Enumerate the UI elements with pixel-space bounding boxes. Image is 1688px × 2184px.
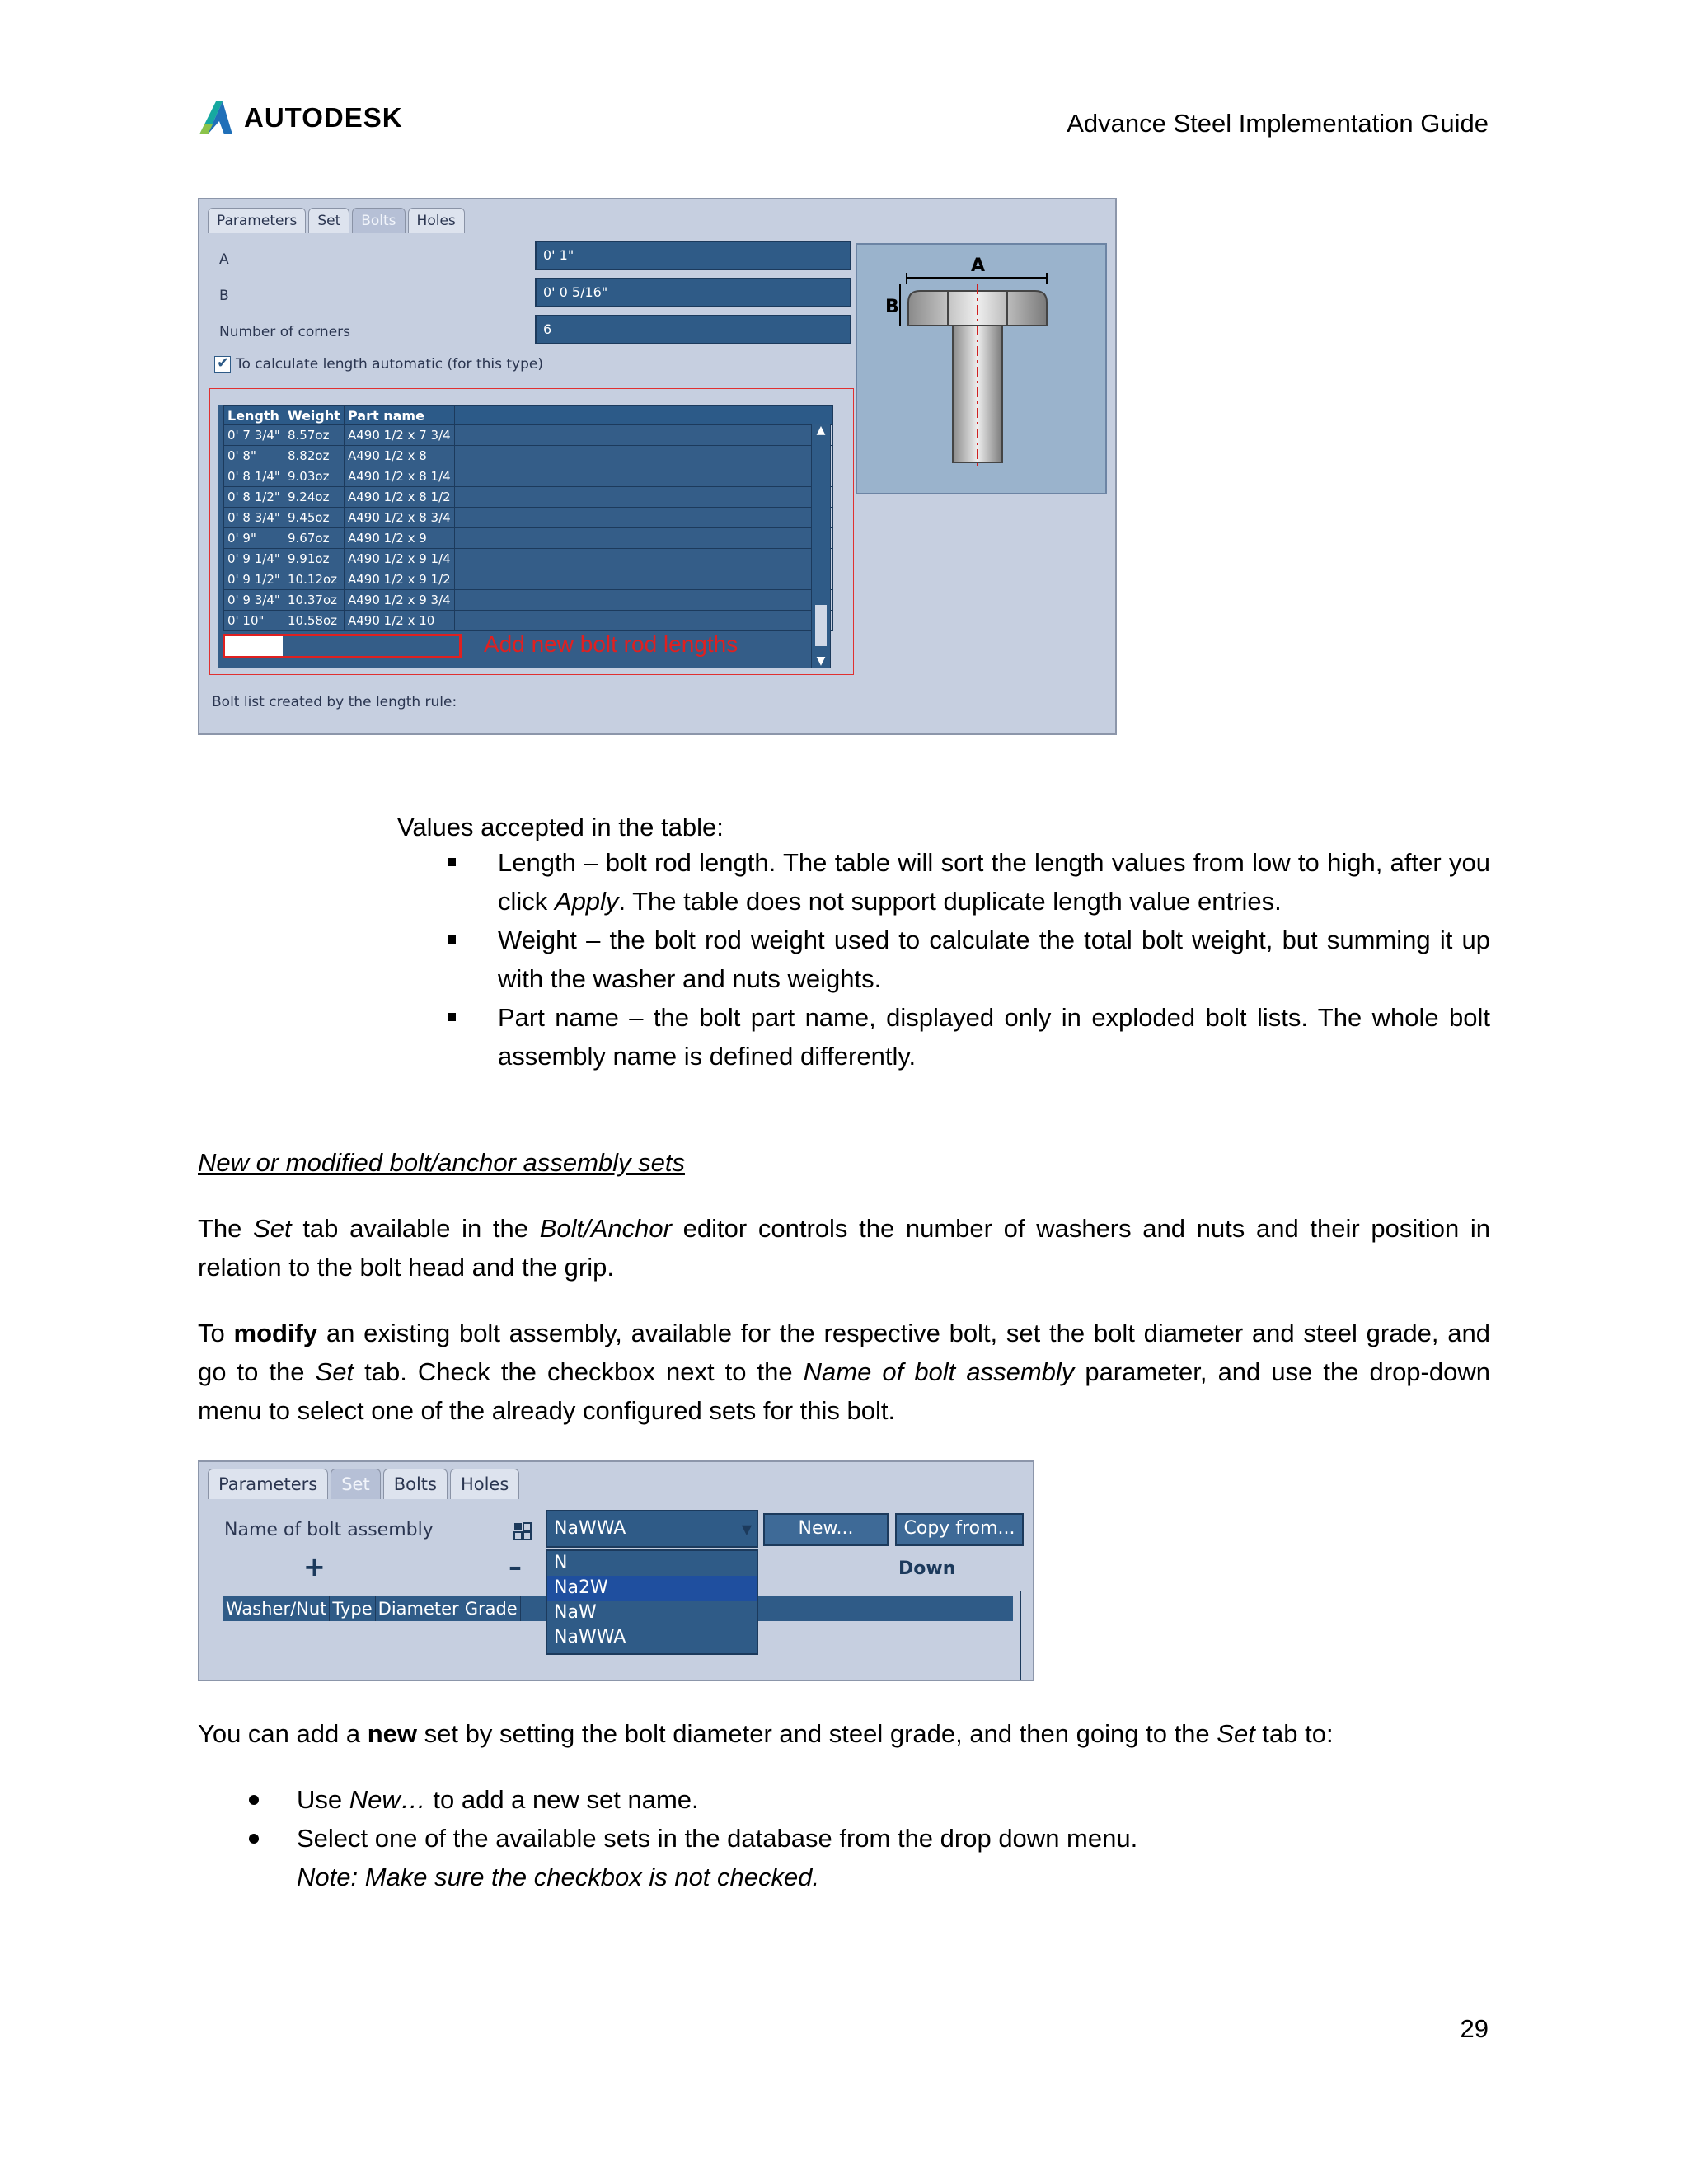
table-cell[interactable]: A490 1/2 x 7 3/4 (345, 425, 455, 446)
table-cell[interactable]: A490 1/2 x 9 1/4 (345, 549, 455, 569)
table-cell[interactable]: 9.67oz (284, 528, 345, 549)
table-cell-spacer (454, 487, 832, 508)
col-grade[interactable]: Grade (462, 1596, 521, 1621)
corners-input[interactable]: 6 (535, 315, 851, 344)
field-a-input[interactable]: 0' 1" (535, 241, 851, 270)
tab-set[interactable]: Set (331, 1469, 380, 1499)
col-part-name[interactable]: Part name (345, 406, 455, 425)
add-icon[interactable]: + (303, 1551, 326, 1582)
table-cell[interactable]: 0' 8" (224, 446, 284, 466)
table-cell[interactable]: A490 1/2 x 8 3/4 (345, 508, 455, 528)
table-cell[interactable]: 9.45oz (284, 508, 345, 528)
table-cell[interactable]: 0' 9 1/4" (224, 549, 284, 569)
col-length[interactable]: Length (224, 406, 284, 425)
add-lengths-annotation: Add new bolt rod lengths (484, 631, 738, 657)
dropdown-option[interactable]: N (554, 1553, 568, 1573)
scroll-up-icon[interactable]: ▲ (816, 424, 826, 437)
dim-b-label: B (885, 297, 899, 317)
assembly-select[interactable]: NaWWA ▼ (546, 1510, 758, 1548)
values-list (445, 843, 1490, 1076)
assembly-name-label: Name of bolt assembly (224, 1520, 434, 1540)
col-diameter[interactable]: Diameter (376, 1596, 462, 1621)
table-row[interactable] (224, 590, 833, 611)
tab-bar (208, 1469, 519, 1500)
table-cell-spacer (454, 549, 832, 569)
section-heading: New or modified bolt/anchor assembly sets (198, 1148, 685, 1177)
table-row[interactable] (224, 528, 833, 549)
table-cell[interactable]: 9.91oz (284, 549, 345, 569)
auto-length-checkbox-row[interactable] (214, 356, 543, 373)
table-cell[interactable]: 8.82oz (284, 446, 345, 466)
auto-length-checkbox[interactable] (214, 356, 231, 373)
dim-a-label: A (971, 255, 986, 276)
tab-parameters[interactable]: Parameters (208, 208, 306, 233)
table-cell[interactable]: 0' 7 3/4" (224, 425, 284, 446)
field-a-label: A (219, 251, 229, 268)
dropdown-option[interactable]: NaWWA (554, 1627, 626, 1647)
table-scrollbar[interactable] (811, 424, 830, 668)
add-new-set-paragraph: You can add a new set by setting the bolt diameter and steel grade, and then going to the Set tab to: (198, 1719, 1334, 1748)
table-cell[interactable]: 0' 10" (224, 611, 284, 631)
set-tab-screenshot (198, 1460, 1034, 1681)
chevron-down-icon[interactable]: ▼ (741, 1521, 752, 1537)
table-row[interactable] (224, 611, 833, 631)
col-type[interactable]: Type (330, 1596, 375, 1621)
steps-list (198, 1780, 1490, 1896)
bolt-length-table (218, 405, 831, 668)
new-row-highlight (223, 634, 462, 658)
table-cell[interactable]: 0' 8 1/2" (224, 487, 284, 508)
logo-text: AUTODESK (244, 102, 403, 133)
assembly-dropdown-menu (546, 1549, 758, 1655)
table-cell-spacer (454, 446, 832, 466)
autodesk-a-icon (198, 100, 234, 136)
table-cell[interactable]: 9.03oz (284, 466, 345, 487)
table-cell-spacer (454, 425, 832, 446)
values-intro: Values accepted in the table: (397, 813, 724, 841)
table-row[interactable] (224, 466, 833, 487)
table-cell[interactable]: 0' 9 3/4" (224, 590, 284, 611)
table-cell[interactable]: A490 1/2 x 10 (345, 611, 455, 631)
table-cell[interactable]: A490 1/2 x 9 1/2 (345, 569, 455, 590)
tab-bolts[interactable]: Bolts (383, 1469, 448, 1499)
dropdown-option[interactable]: NaW (554, 1602, 597, 1623)
table-cell[interactable]: 0' 9 1/2" (224, 569, 284, 590)
list-item: Use New… to add a new set name. (198, 1780, 1490, 1819)
tab-holes[interactable]: Holes (450, 1469, 519, 1499)
list-item: Length – bolt rod length. The table will sort the length values from low to high, after you click Apply. The table does not support duplicate length value entries. (445, 843, 1490, 921)
page-number: 29 (1460, 2014, 1489, 2043)
table-cell[interactable]: 10.12oz (284, 569, 345, 590)
note-text: Note: Make sure the checkbox is not checked. (297, 1863, 820, 1891)
bolts-tab-screenshot (198, 198, 1117, 735)
down-label[interactable]: Down (898, 1558, 956, 1579)
autodesk-logo (198, 97, 403, 138)
field-b-label: B (219, 288, 229, 304)
list-item: Weight – the bolt rod weight used to calculate the total bolt weight, but summing it up with the washer and nuts weights. (445, 921, 1490, 998)
table-cell[interactable]: A490 1/2 x 8 (345, 446, 455, 466)
tab-parameters[interactable]: Parameters (208, 1469, 328, 1499)
col-washer-nut[interactable]: Washer/Nut (223, 1596, 330, 1621)
dropdown-option-selected[interactable]: Na2W (547, 1576, 757, 1601)
table-cell[interactable]: A490 1/2 x 8 1/2 (345, 487, 455, 508)
table-row[interactable] (224, 508, 833, 528)
table-cell-spacer (454, 590, 832, 611)
corners-label: Number of corners (219, 324, 351, 340)
table-cell-spacer (454, 466, 832, 487)
bolt-drawing (857, 245, 1105, 493)
tab-bolts[interactable]: Bolts (352, 208, 405, 233)
copy-from-button[interactable]: Copy from... (895, 1513, 1024, 1546)
document-title: Advance Steel Implementation Guide (1067, 109, 1489, 138)
remove-icon[interactable]: – (509, 1551, 522, 1582)
table-cell[interactable]: A490 1/2 x 9 (345, 528, 455, 549)
table-row[interactable] (224, 425, 833, 446)
grid-toggle-icon[interactable] (513, 1521, 532, 1541)
table-row[interactable] (224, 446, 833, 466)
col-weight[interactable]: Weight (284, 406, 345, 425)
auto-length-label: To calculate length automatic (for this type) (236, 356, 543, 373)
tab-bar (208, 208, 465, 232)
table-cell[interactable]: 8.57oz (284, 425, 345, 446)
modify-paragraph: To modify an existing bolt assembly, available for the respective bolt, set the bolt diameter and steel grade, and go to the Set tab. Check the checkbox next to the Name of bolt assembly parameter, and use the drop-down menu to select one of the already configured sets for this bolt. (198, 1319, 1490, 1425)
new-button[interactable]: New... (763, 1513, 889, 1546)
table-cell[interactable]: A490 1/2 x 8 1/4 (345, 466, 455, 487)
tab-holes[interactable]: Holes (408, 208, 465, 233)
field-b-input[interactable]: 0' 0 5/16" (535, 278, 851, 307)
table-cell-spacer (454, 508, 832, 528)
table-row[interactable] (224, 569, 833, 590)
bolt-diagram (856, 243, 1107, 494)
table-cell[interactable]: 0' 8 1/4" (224, 466, 284, 487)
table-row[interactable] (224, 549, 833, 569)
tab-set[interactable]: Set (308, 208, 349, 233)
list-item: Select one of the available sets in the database from the drop down menu. (198, 1819, 1490, 1858)
list-item: Part name – the bolt part name, displayed only in exploded bolt lists. The whole bolt assembly name is defined differently. (445, 998, 1490, 1076)
table-cell[interactable]: 9.24oz (284, 487, 345, 508)
table-cell[interactable]: 0' 9" (224, 528, 284, 549)
set-tab-paragraph: The Set tab available in the Bolt/Anchor editor controls the number of washers and nuts and their position in relation to the bolt head and the grip. (198, 1214, 1491, 1282)
col-spacer (454, 406, 832, 425)
table-cell-spacer (454, 569, 832, 590)
table-cell-spacer (454, 611, 832, 631)
table-cell[interactable]: A490 1/2 x 9 3/4 (345, 590, 455, 611)
table-cell[interactable]: 10.37oz (284, 590, 345, 611)
table-cell[interactable]: 0' 8 3/4" (224, 508, 284, 528)
table-row[interactable] (224, 487, 833, 508)
table-cell[interactable]: 10.58oz (284, 611, 345, 631)
table-cell-spacer (454, 528, 832, 549)
bolt-list-label: Bolt list created by the length rule: (212, 694, 457, 710)
scroll-thumb[interactable] (815, 605, 827, 646)
scroll-down-icon[interactable]: ▼ (816, 654, 826, 668)
